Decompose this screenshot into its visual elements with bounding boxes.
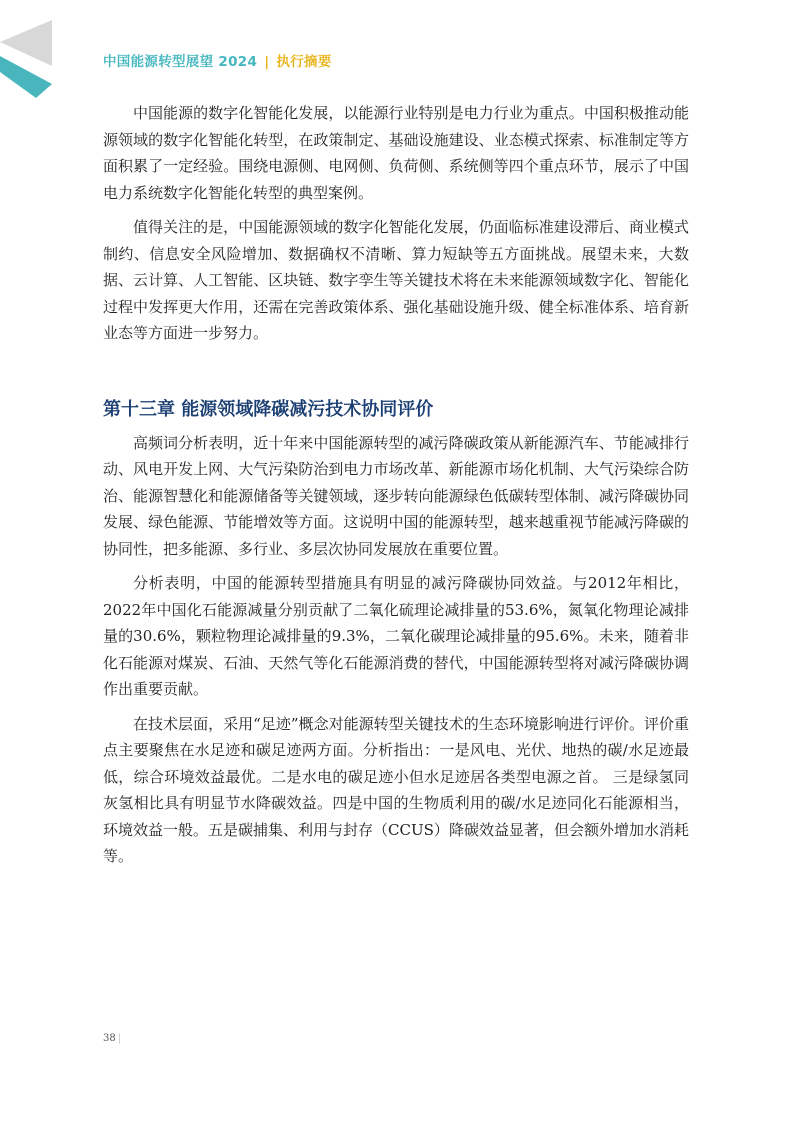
header-title: 中国能源转型展望 2024: [103, 54, 258, 70]
header-separator: |: [264, 54, 270, 70]
paragraph-synergy-benefits: 分析表明，中国的能源转型措施具有明显的减污降碳协同效益。与2012年相比，2022年中国化石能源减量分别贡献了二氧化硫理论减排量的53.6%，氮氧化物理论减排量的30.6%，颗粒物理论减排量的9.3%，二氧化碳理论减排量的95.6%。未来，随着非化石能源对煤炭、石油、天然气等化石能源消费的替代，中国能源转型将对减污降碳协调作出重要贡献。: [103, 574, 689, 698]
paragraph-footprint-evaluation: 在技术层面，采用“足迹”概念对能源转型关键技术的生态环境影响进行评价。评价重点主要聚焦在水足迹和碳足迹两方面。分析指出：一是风电、光伏、地热的碳/水足迹最低，综合环境效益最优。二是水电的碳足迹小但水足迹居各类型电源之首。 三是绿氢同灰氢相比具有明显节水降碳效益。四是中国的生物质利用的碳/水足迹同化石能源相当，环境效益一般。五是碳捕集、利用与封存（CCUS）降碳效益显著，但会额外增加水消耗等。: [103, 714, 689, 865]
main-content: [103, 100, 689, 878]
corner-grey-triangle: [0, 20, 52, 66]
page-number-pipe: |: [117, 1033, 122, 1044]
paragraph-digitalization: 中国能源的数字化智能化发展，以能源行业特别是电力行业为重点。中国积极推动能源领域的数字化智能化转型，在政策制定、基础设施建设、业态模式探索、标准制定等方面积累了一定经验。围绕电源侧、电网侧、负荷侧、系统侧等四个重点环节，展示了中国电力系统数字化智能化转型的典型案例。: [103, 104, 689, 202]
running-header: [103, 50, 332, 70]
chapter-title: 第十三章 能源领域降碳减污技术协同评价: [103, 398, 434, 420]
header-subtitle: 执行摘要: [276, 54, 332, 70]
paragraph-keyword-analysis: 高频词分析表明，近十年来中国能源转型的减污降碳政策从新能源汽车、节能减排行动、风电开发上网、大气污染防治到电力市场改革、新能源市场化机制、大气污染综合防治、能源智慧化和能源储备等关键领域，逐步转向能源绿色低碳转型体制、减污降碳协同发展、绿色能源、节能增效等方面。这说明中国的能源转型，越来越重视节能减污降碳的协同性，把多能源、多行业、多层次协同发展放在重要位置。: [103, 433, 689, 558]
paragraph-challenges: 值得关注的是，中国能源领域的数字化智能化发展，仍面临标准建设滞后、商业模式制约、信息安全风险增加、数据确权不清晰、算力短缺等五方面挑战。展望未来，大数据、云计算、人工智能、区块链、数字孪生等关键技术将在未来能源领域数字化、智能化过程中发挥更大作用，还需在完善政策体系、强化基础设施升级、健全标准体系、培育新业态等方面进一步努力。: [103, 218, 689, 342]
page-number-value: 38: [103, 1033, 116, 1044]
corner-decoration: [0, 0, 70, 100]
page-number: [103, 1033, 121, 1044]
